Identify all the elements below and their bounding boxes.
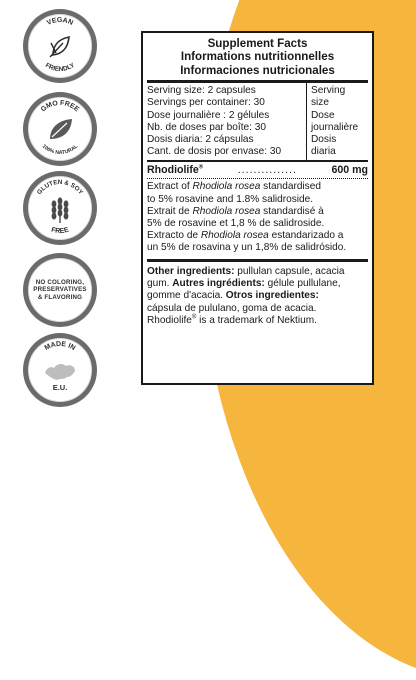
- europe-map-icon: [23, 333, 97, 407]
- other-ingredients: Other ingredients: pullulan capsule, acacia gum. Autres ingrédients: gélule pullulane, gomme d'acacia. Otros ingredientes: cápsula de pululano, goma de acacia. Rhodiolife® is a trademark of Nektium.: [147, 265, 345, 327]
- serving-line: Cant. de dosis por envase: 30: [147, 146, 282, 158]
- serving-line: Nb. de doses par boîte: 30: [147, 121, 266, 133]
- svg-text:FRIENDLY: FRIENDLY: [43, 61, 77, 74]
- serving-line: Servings per container: 30: [147, 97, 265, 109]
- serving-line: Dose journalière : 2 gélules: [147, 109, 270, 121]
- serving-header: size: [311, 97, 329, 109]
- leaf-icon: [23, 92, 97, 166]
- svg-text:100% NATURAL: 100% NATURAL: [40, 143, 80, 157]
- serving-info: [147, 83, 368, 160]
- gluten-soy-free-badge: [23, 171, 97, 245]
- ingredient-block: [147, 162, 368, 254]
- made-in-eu-badge: [23, 333, 97, 407]
- svg-text:GMO FREE: GMO FREE: [39, 99, 81, 114]
- serving-line: Serving size: 2 capsules: [147, 85, 256, 97]
- leaf-icon: [23, 9, 97, 83]
- badge-column: [23, 0, 97, 416]
- gmo-free-badge: [23, 92, 97, 166]
- wheat-icon: [23, 171, 97, 245]
- serving-header: Dosis: [311, 134, 337, 146]
- serving-header: diaria: [311, 146, 336, 158]
- no-coloring-badge: NO COLORING, PRESERVATIVES & FLAVORING: [23, 253, 97, 327]
- svg-text:GLUTEN & SOY: GLUTEN & SOY: [35, 178, 85, 197]
- ingredient-row: Rhodiolife® ............... 600 mg: [147, 164, 368, 177]
- svg-text:FREE: FREE: [50, 226, 70, 236]
- serving-header: Serving: [311, 85, 346, 97]
- svg-text:VEGAN: VEGAN: [45, 16, 75, 27]
- supplement-facts-label: [141, 31, 374, 385]
- serving-header: Dose: [311, 109, 335, 121]
- serving-header: journalière: [311, 121, 359, 133]
- ingredient-description: Extract of Rhodiola rosea standardised to 5% rosavine and 1.8% salidroside. Extrait de Rhodiola rosea standardisé à 5% de rosavine et 1,8 % de salidroside. Extracto de Rhodiola rosea estandarizado a un 5% de rosavina y un 1,8% de salidrósido.: [147, 181, 347, 254]
- svg-text:E.U.: E.U.: [52, 383, 68, 392]
- serving-line: Dosis diaria: 2 cápsulas: [147, 134, 254, 146]
- vegan-friendly-badge: [23, 9, 97, 83]
- label-title: Supplement Facts Informations nutritionnelles Informaciones nutricionales: [180, 37, 335, 77]
- svg-text:MADE IN: MADE IN: [43, 340, 77, 353]
